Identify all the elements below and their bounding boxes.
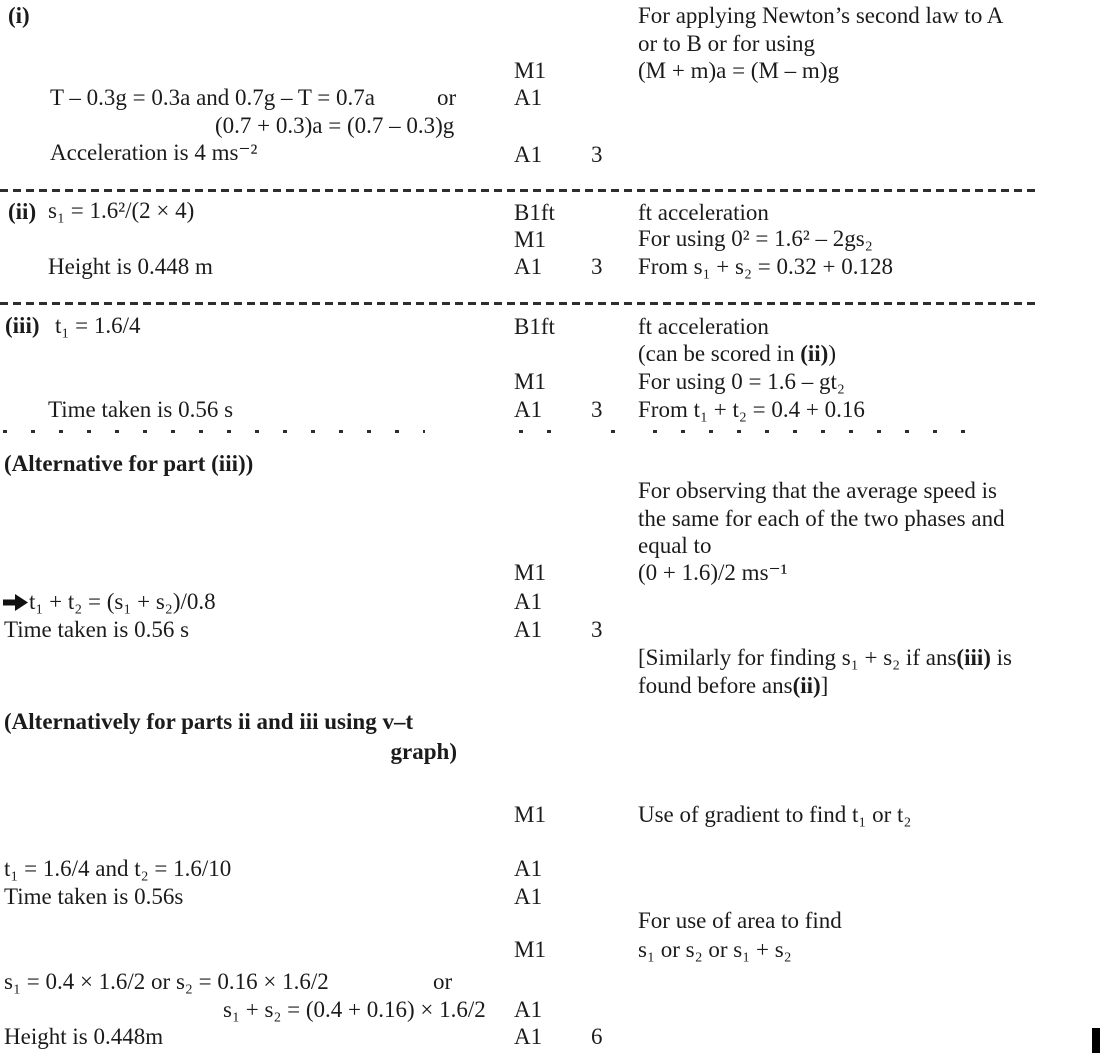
mark-code: A1 xyxy=(514,397,543,422)
guidance-line: s₁ or s₂ or s₁ + s₂ xyxy=(638,937,792,962)
mark-code: A1 xyxy=(514,85,543,110)
working-line: s₁ + s₂ = (0.4 + 0.16) × 1.6/2 xyxy=(223,997,486,1022)
guidance-text: ] xyxy=(820,673,829,698)
guidance-text: found before ans xyxy=(638,673,793,698)
guidance-line: From s₁ + s₂ = 0.32 + 0.128 xyxy=(638,254,893,279)
guidance-line xyxy=(638,672,828,700)
guidance-text-bold: (ii) xyxy=(800,341,829,366)
guidance-text-bold: (ii) xyxy=(792,673,821,698)
dashed-separator xyxy=(0,189,1040,192)
answer-line: Time taken is 0.56 s xyxy=(4,617,190,642)
mark-code: A1 xyxy=(514,884,543,909)
total-marks: 3 xyxy=(591,254,603,279)
guidance-line: For using 0² = 1.6² – 2gs₂ xyxy=(638,226,873,251)
guidance-line: For use of area to find xyxy=(638,908,842,933)
guidance-line: For applying Newton’s second law to A xyxy=(638,3,1004,28)
answer-line: Height is 0.448m xyxy=(4,1024,164,1049)
guidance-line: For observing that the average speed is xyxy=(638,478,997,503)
mark-code: M1 xyxy=(514,58,546,83)
mark-code: A1 xyxy=(514,617,543,642)
guidance-text-bold: (iii) xyxy=(956,645,991,670)
part-iii-label: (iii) xyxy=(5,313,40,338)
guidance-line: (M + m)a = (M – m)g xyxy=(638,58,839,83)
guidance-line: ft acceleration xyxy=(638,200,769,225)
alt-vt-header-line1: (Alternatively for parts ii and iii using v–t xyxy=(4,709,414,734)
working-line: t₁ = 1.6/4 xyxy=(55,313,141,338)
alt-iii-header: (Alternative for part (iii)) xyxy=(4,451,254,476)
total-marks: 6 xyxy=(591,1024,603,1049)
guidance-line: Use of gradient to find t₁ or t₂ xyxy=(638,802,912,827)
mark-code: A1 xyxy=(514,997,543,1022)
dashed-separator xyxy=(0,302,1040,305)
working-or: or xyxy=(433,969,453,994)
guidance-text: is xyxy=(990,645,1012,670)
dotted-separator xyxy=(653,430,985,433)
guidance-text: (can be scored in xyxy=(638,341,801,366)
mark-code: M1 xyxy=(514,227,546,252)
mark-code: A1 xyxy=(514,589,543,614)
guidance-text: [Similarly for finding s₁ + s₂ if ans xyxy=(638,645,957,670)
total-marks: 3 xyxy=(591,397,603,422)
dotted-separator xyxy=(3,430,425,433)
answer-line: Time taken is 0.56 s xyxy=(48,397,234,422)
working-line: t₁ = 1.6/4 and t₂ = 1.6/10 xyxy=(4,856,232,881)
working-line: t₁ + t₂ = (s₁ + s₂)/0.8 xyxy=(29,589,216,614)
total-marks: 3 xyxy=(591,617,603,642)
working-line: s₁ = 1.6²/(2 × 4) xyxy=(48,198,195,223)
total-marks: 3 xyxy=(591,142,603,167)
part-i-label: (i) xyxy=(8,3,30,28)
working-line: (0.7 + 0.3)a = (0.7 – 0.3)g xyxy=(215,113,455,138)
guidance-line: For using 0 = 1.6 – gt₂ xyxy=(638,369,845,394)
guidance-line: (0 + 1.6)/2 ms⁻¹ xyxy=(638,560,788,585)
mark-code: B1ft xyxy=(514,200,555,225)
working-line: T – 0.3g = 0.3a and 0.7g – T = 0.7a xyxy=(50,85,375,110)
working-line: s₁ = 0.4 × 1.6/2 or s₂ = 0.16 × 1.6/2 xyxy=(4,969,329,994)
mark-code: A1 xyxy=(514,1024,543,1049)
guidance-line: From t₁ + t₂ = 0.4 + 0.16 xyxy=(638,397,865,422)
mark-code: M1 xyxy=(514,802,546,827)
mark-code: M1 xyxy=(514,369,546,394)
dotted-separator xyxy=(519,430,561,433)
scan-artifact-mark xyxy=(1092,1028,1100,1053)
guidance-line xyxy=(638,644,1012,672)
dotted-separator xyxy=(611,430,617,433)
guidance-text: ) xyxy=(828,341,836,366)
guidance-line: the same for each of the two phases and xyxy=(638,506,1005,531)
guidance-line: equal to xyxy=(638,533,712,558)
mark-code: M1 xyxy=(514,560,546,585)
part-ii-label: (ii) xyxy=(8,199,37,224)
working-or: or xyxy=(437,85,457,110)
answer-line: Acceleration is 4 ms⁻² xyxy=(50,140,258,165)
arrow-icon xyxy=(3,594,28,611)
mark-code: A1 xyxy=(514,254,543,279)
guidance-line: or to B or for using xyxy=(638,31,815,56)
alt-vt-header-line2: graph) xyxy=(390,739,457,764)
answer-line: Time taken is 0.56s xyxy=(4,884,184,909)
guidance-line: ft acceleration xyxy=(638,314,769,339)
mark-code: B1ft xyxy=(514,314,555,339)
mark-code: A1 xyxy=(514,856,543,881)
mark-code: A1 xyxy=(514,142,543,167)
answer-line: Height is 0.448 m xyxy=(48,254,213,279)
mark-code: M1 xyxy=(514,937,546,962)
guidance-line xyxy=(638,340,836,368)
